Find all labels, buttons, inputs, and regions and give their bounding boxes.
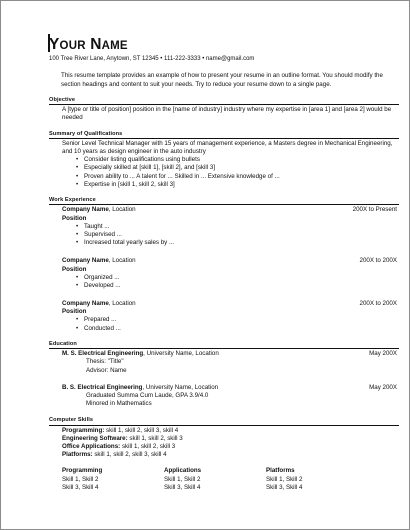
experience-heading: Work Experience (49, 197, 399, 205)
job-entry (62, 206, 399, 247)
list-item: • Prepared ... (76, 316, 399, 324)
graduation-date: May 200X (369, 350, 397, 358)
company-location: , Location (108, 206, 136, 214)
skills-column-item: Skill 1, Skill 2 (266, 475, 303, 483)
name-rest-last: AME (101, 40, 128, 52)
skills-column-title: Applications (164, 467, 202, 475)
education-detail: Graduated Summa Cum Laude, GPA 3.9/4.0 (86, 391, 209, 399)
job-bullets (62, 274, 399, 290)
list-item: • Developed ... (76, 282, 399, 290)
name-rest-first: OUR (59, 40, 86, 52)
objective-text: A [type or title of position] position in the [name of industry] industry where my expertise in [area 1] and [area 2] would be needed (62, 106, 392, 122)
degree: B. S. Electrical Engineering (62, 383, 143, 391)
list-item: • Organized ... (76, 274, 399, 282)
skills-column-title: Programming (62, 467, 103, 475)
job-bullets (62, 223, 399, 248)
list-item: • Increased total yearly sales by ... (76, 239, 399, 247)
resume-content (49, 37, 399, 492)
job-position: Position (62, 214, 87, 222)
skill-value: skill 1, skill 2, skill 3, skill 4 (92, 451, 167, 459)
skill-value: skill 1, skill 2, skill 3 (127, 434, 183, 442)
list-item: • Proven ability to ... A talent for ... Skilled in ... Extensive knowledge of ... (76, 173, 399, 181)
education-entry (62, 350, 399, 375)
job-dates: 200X to Present (352, 206, 397, 214)
education-entry (62, 384, 399, 409)
education-section (62, 350, 399, 408)
education-heading: Education (49, 341, 399, 349)
graduation-date: May 200X (369, 383, 397, 391)
skills-column-title: Platforms (266, 467, 295, 475)
skills-column-item: Skill 3, Skill 4 (164, 483, 201, 491)
job-position: Position (62, 308, 87, 316)
skills-columns (62, 467, 399, 492)
list-item: • Consider listing qualifications using bullets (76, 156, 399, 164)
objective-heading: Objective (49, 97, 399, 105)
summary-section (62, 140, 399, 189)
summary-text: Senior Level Technical Manager with 15 years of management experience, a Masters degree in Mechanical Engineering, and 10 years as design engineer in the auto industry (62, 139, 393, 156)
skills-column (266, 467, 368, 492)
skills-column-item: Skill 1, Skill 2 (164, 475, 201, 483)
company-name: Company Name (62, 300, 109, 308)
list-item: • Taught ... (76, 223, 399, 231)
skills-column-item: Skill 3, Skill 4 (62, 483, 99, 491)
skill-label: Office Applications: (62, 443, 121, 451)
skill-label: Engineering Software: (62, 434, 128, 442)
skill-line (62, 443, 399, 451)
skill-value: skill 1, skill 2, skill 3, skill 4 (104, 426, 179, 434)
skill-value: skill 1, skill 2, skill 3 (120, 443, 176, 451)
job-entry (62, 257, 399, 290)
job-dates: 200X to 200X (359, 257, 397, 265)
list-item: • Conducted ... (76, 325, 399, 333)
education-detail: Advisor: Name (86, 366, 127, 374)
school: , University Name, Location (143, 350, 219, 358)
education-detail: Thesis: "Title" (86, 358, 124, 366)
company-location: , Location (108, 257, 136, 265)
skill-line (62, 435, 399, 443)
skill-label: Platforms: (62, 451, 93, 459)
skills-column (164, 467, 266, 492)
contact-line: 100 Tree River Lane, Anytown, ST 12345 • 111-222-3333 • name@gmail.com (49, 55, 255, 62)
skills-column (62, 467, 164, 492)
experience-section (62, 206, 399, 332)
education-detail: Minored in Mathematics (86, 400, 152, 408)
school: , University Name, Location (142, 383, 219, 391)
name-initial-last: N (90, 36, 102, 53)
skills-heading: Computer Skills (49, 417, 399, 425)
job-position: Position (62, 265, 87, 273)
candidate-name (49, 37, 399, 53)
list-item: • Supervised ... (76, 231, 399, 239)
job-entry (62, 300, 399, 333)
summary-heading: Summary of Qualifications (49, 131, 399, 139)
name-initial-first: Y (49, 36, 60, 53)
company-name: Company Name (62, 206, 109, 214)
skill-label: Programming: (62, 426, 105, 434)
company-name: Company Name (62, 257, 109, 265)
degree: M. S. Electrical Engineering (62, 350, 144, 358)
skills-column-item: Skill 3, Skill 4 (266, 483, 303, 491)
job-dates: 200X to 200X (359, 300, 397, 308)
skill-line (62, 451, 399, 459)
intro-paragraph: This resume template provides an example of how to present your resume in an outline format. You should modify the section headings and content to suit your needs. Try to reduce your resume down to a single page. (61, 72, 383, 88)
skill-line (62, 427, 399, 435)
skills-section (62, 427, 399, 492)
list-item: • Expertise in [skill 1, skill 2, skill 3] (76, 181, 399, 189)
skills-column-item: Skill 1, Skill 2 (62, 475, 99, 483)
company-location: , Location (108, 300, 136, 308)
job-bullets (62, 316, 399, 332)
list-item: • Especially skilled at [skill 1], [skill 2], and [skill 3] (76, 164, 399, 172)
summary-bullets (62, 156, 399, 189)
